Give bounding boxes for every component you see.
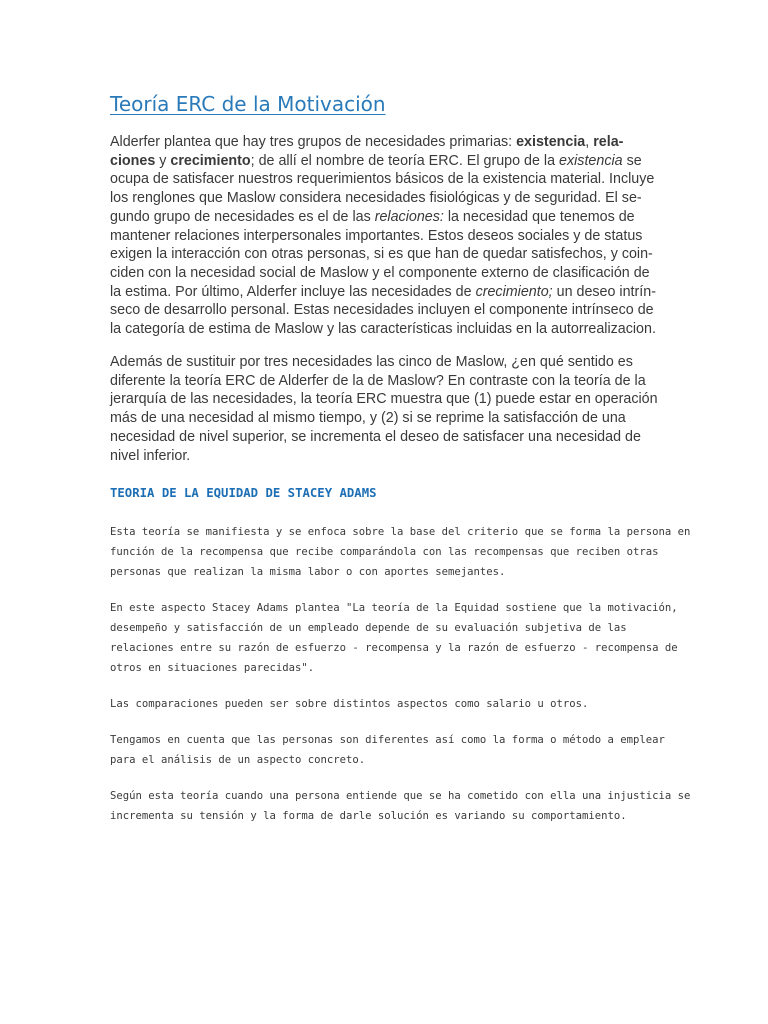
paragraph-comparisons	[110, 694, 655, 714]
bold-term: crecimiento	[170, 152, 251, 169]
text-line: función de la recompensa que recibe comparándola con las recompensas que reciben otras	[110, 546, 659, 558]
text-run: la necesidad que tenemos de	[443, 208, 635, 225]
italic-term: existencia	[559, 152, 623, 169]
italic-term: relaciones:	[374, 208, 444, 225]
text-line: Esta teoría se manifiesta y se enfoca sobre la base del criterio que se forma la persona en	[110, 526, 691, 538]
text-line: ciden con la necesidad social de Maslow y el componente externo de clasificación de	[110, 264, 650, 281]
text-run: ,	[585, 134, 594, 150]
bold-term: rela-	[593, 134, 624, 150]
text-run: se	[622, 152, 642, 169]
text-line: más de una necesidad al mismo tiempo, y (2) si se reprime la satisfacción de una	[110, 410, 626, 427]
text-line: la categoría de estima de Maslow y las características incluidas en la autorrealizacion.	[110, 321, 656, 338]
text-run: un deseo intrín-	[552, 283, 656, 300]
text-line: Además de sustituir por tres necesidades las cinco de Maslow, ¿en qué sentido es	[110, 354, 633, 370]
text-run: la estima. Por último, Alderfer incluye las necesidades de	[110, 283, 476, 300]
paragraph-people-differ	[110, 730, 665, 770]
text-line	[110, 152, 655, 171]
text-line: otros en situaciones parecidas".	[110, 662, 315, 674]
text-line: mantener relaciones interpersonales importantes. Estos deseos sociales y de status	[110, 227, 643, 244]
text-line: Las comparaciones pueden ser sobre distintos aspectos como salario u otros.	[110, 698, 589, 710]
text-line: para el análisis de un aspecto concreto.	[110, 754, 366, 766]
text-line	[110, 283, 655, 302]
text-line: personas que realizan la misma labor o con aportes semejantes.	[110, 566, 506, 578]
text-line	[110, 133, 655, 152]
bold-term: ciones	[110, 152, 156, 169]
text-line: seco de desarrollo personal. Estas necesidades incluyen el componente intrínseco de	[110, 302, 654, 319]
text-line: relaciones entre su razón de esfuerzo - recompensa y la razón de esfuerzo - recompensa de	[110, 642, 678, 654]
document-title: Teoría ERC de la Motivación	[110, 92, 386, 116]
section-heading-equity-theory: TEORIA DE LA EQUIDAD DE STACEY ADAMS	[110, 486, 377, 500]
text-line: Tengamos en cuenta que las personas son diferentes así como la forma o método a emplear	[110, 734, 665, 746]
text-line: diferente la teoría ERC de Alderfer de la de Maslow? En contraste con la teoría de la	[110, 372, 646, 389]
text-run: ; de allí el nombre de teoría ERC. El grupo de la	[250, 152, 560, 169]
text-line: jerarquía de las necesidades, la teoría ERC muestra que (1) puede estar en operación	[110, 391, 658, 408]
paragraph-adams-quote	[110, 598, 678, 678]
text-run: Alderfer plantea que hay tres grupos de necesidades primarias:	[110, 134, 517, 150]
paragraph-injustice	[110, 786, 691, 826]
text-run: gundo grupo de necesidades es el de las	[110, 208, 375, 225]
text-line: desempeño y satisfacción de un empleado depende de su evaluación subjetiva de las	[110, 622, 627, 634]
italic-term: crecimiento;	[475, 283, 553, 300]
text-line: En este aspecto Stacey Adams plantea "La teoría de la Equidad sostiene que la motivación,	[110, 602, 678, 614]
paragraph-equity-intro	[110, 522, 691, 582]
text-line: nivel inferior.	[110, 447, 191, 464]
paragraph-erc-intro	[110, 133, 655, 339]
bold-term: existencia	[516, 134, 586, 150]
text-line: los renglones que Maslow considera necesidades fisiológicas y de seguridad. El se-	[110, 190, 642, 207]
text-line: necesidad de nivel superior, se incrementa el deseo de satisfacer una necesidad de	[110, 428, 641, 445]
text-line	[110, 208, 655, 227]
text-run: y	[155, 152, 171, 169]
text-line: ocupa de satisfacer nuestros requerimientos básicos de la existencia material. Incluye	[110, 171, 655, 188]
text-line: Según esta teoría cuando una persona entiende que se ha cometido con ella una injusticia se	[110, 790, 691, 802]
text-line: incrementa su tensión y la forma de darle solución es variando su comportamiento.	[110, 810, 627, 822]
text-line: exigen la interacción con otras personas, si es que han de quedar satisfechos, y coin-	[110, 246, 653, 263]
paragraph-erc-comparison	[110, 353, 658, 465]
